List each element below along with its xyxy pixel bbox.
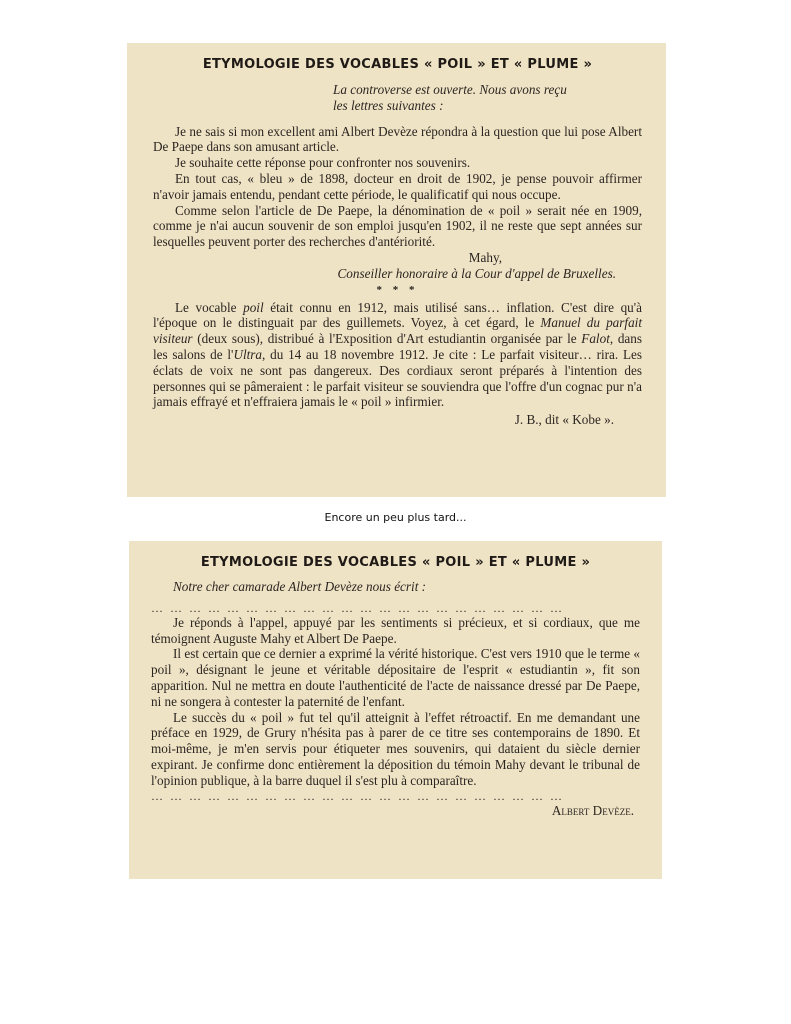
text-run-italic: Falot <box>581 331 610 347</box>
ellipsis-line: … … … … … … … … … … … … … … … … … … … … … … <box>151 788 564 803</box>
text-run: était connu en 1912, mais utilisé sans… inflation. C'est dire qu'à l'époque on le distinguait par des guillemets. Voyez, à cet égard, le <box>153 299 642 331</box>
article-title: ETYMOLOGIE DES VOCABLES « POIL » ET « PLUME » <box>200 555 591 570</box>
paragraph: Je réponds à l'appel, appuyé par les sentiments si précieux, et si cordiaux, que me témoignent Auguste Mahy et Albert De Paepe. <box>151 614 640 646</box>
paragraph: Je souhaite cette réponse pour confronter nos souvenirs. <box>175 155 471 171</box>
text-run: , dans les salons de l' <box>153 331 642 362</box>
intro-text <box>153 82 642 114</box>
signature: J. B., dit « Kobe ». <box>514 412 614 428</box>
text-run-italic: Manuel du parfait visiteur <box>153 315 642 347</box>
text-run: , du 14 au 18 novembre 1912. Je cite : Le parfait visiteur… rira. Les éclats de voix ne sont pas dangereux. Des cordiaux seront préparés à l'intention des personnes qui se pâmeraient : le parfait visiteur se souviendra que l'offre d'un cognac pur n'a jamais effrayé et n'effraiera jamais le « poil » infirmier. <box>153 346 643 410</box>
intro-text: Notre cher camarade Albert Devèze nous écrit : <box>173 579 427 594</box>
text-run-italic: poil <box>243 299 264 315</box>
article-clipping-1 <box>127 43 666 497</box>
paragraph: En tout cas, « bleu » de 1898, docteur en droit de 1902, je pense pouvoir affirmer n'avoir jamais entendu, pendant cette période, le qualificatif qui nous occupe. <box>153 170 642 202</box>
paragraph: Comme selon l'article de De Paepe, la dénomination de « poil » serait née en 1909, comme je n'ai aucun souvenir de son emploi jusqu'en 1902, il ne reste que sept années sur lesquelles peuvent porter des recherches d'antériorité. <box>153 202 642 250</box>
section-separator: * * * <box>376 283 419 296</box>
signature-name: Mahy, <box>468 249 502 265</box>
ellipsis-line: … … … … … … … … … … … … … … … … … … … … … … <box>151 600 564 615</box>
text-run: Le vocable <box>175 299 244 315</box>
intro-line-2: les lettres suivantes : <box>333 97 444 113</box>
signature: Albert Devèze. <box>551 802 634 818</box>
text-run: (deux sous), distribué à l'Exposition d'Art estudiantin organisée par le <box>192 331 582 347</box>
article-clipping-2 <box>129 541 662 879</box>
article-title: ETYMOLOGIE DES VOCABLES « POIL » ET « PLUME » <box>202 57 593 72</box>
caption: Encore un peu plus tard... <box>324 511 467 524</box>
paragraph <box>153 300 642 411</box>
intro-line-1: La controverse est ouverte. Nous avons reçu <box>333 82 567 97</box>
paragraph: Il est certain que ce dernier a exprimé la vérité historique. C'est vers 1910 que le terme « poil », désignant le jeune et véritable dépositaire de l'esprit « estudiantin », fit son apparition. Nul ne mettra en doute l'authenticité de l'acte de naissance dressé par De Paepe, ni ne songera à contester la paternité de l'enfant. <box>151 646 640 709</box>
paragraph: Le succès du « poil » fut tel qu'il atteignit à l'effet rétroactif. En me demandant une préface en 1929, de Grury n'hésita pas à parer de ce titre ses contemporains de 1890. Et moi-même, je m'en servis pour étiqueter mes souvenirs, qui dataient du siècle dernier expirant. Je confirme donc entièrement la déposition du témoin Mahy devant le tribunal de l'opinion publique, à la barre duquel il s'est plu à comparaître. <box>151 709 640 788</box>
text-run-italic: Ultra <box>233 346 263 362</box>
signature-role: Conseiller honoraire à la Cour d'appel de Bruxelles. <box>337 265 616 281</box>
paragraph: Je ne sais si mon excellent ami Albert Devèze répondra à la question que lui pose Albert De Paepe dans son amusant article. <box>153 123 642 155</box>
